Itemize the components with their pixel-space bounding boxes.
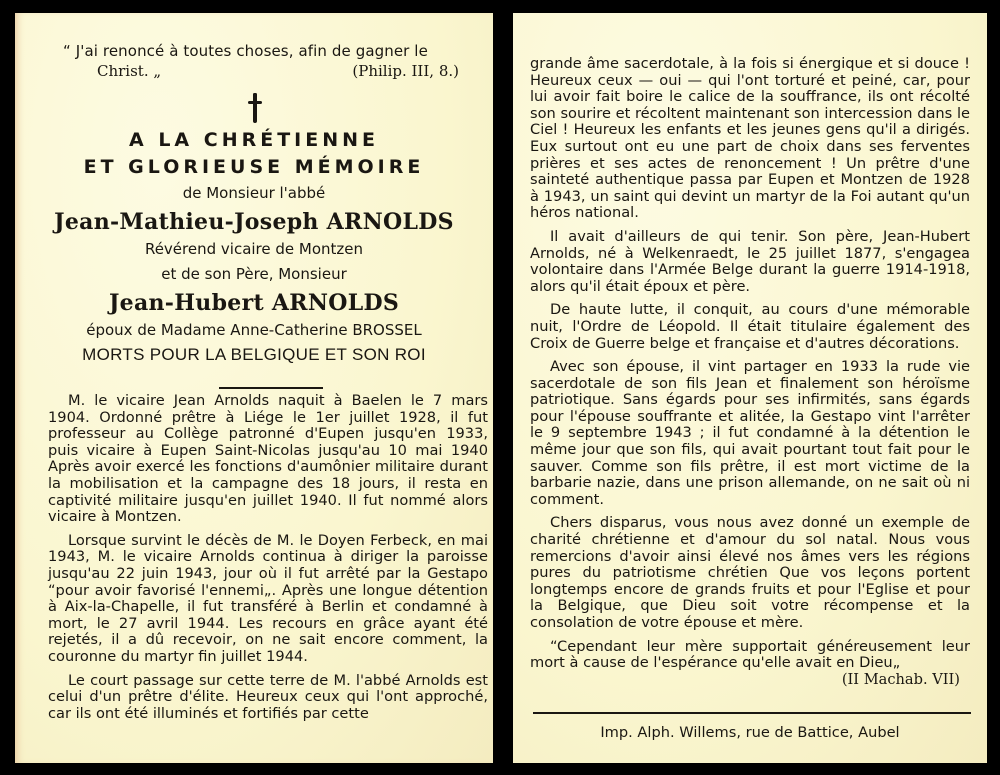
cross-icon — [248, 93, 262, 123]
epigraph-line2-text: Christ. „ — [97, 62, 162, 80]
biography-paragraph: Lorsque survint le décès de M. le Doyen Ferbeck, en mai 1943, M. le vicaire Arnolds continua à diriger la paroisse jusqu'au 22 juin 1943, jour où il fut arrêté par la Gestapo “pour avoir favorisé l'ennemi„. Après une longue détention à Aix-la-Chapelle, il fut transféré à Berlin et condamné à mort, le 27 avril 1944. Les recours en grâce ayant été rejetés, il a dû recevoir, on ne sait encore comment, la couronne du martyr fin juillet 1944. — [48, 531, 488, 665]
intro-text: de Monsieur l'abbé — [182, 184, 326, 202]
epigraph-line1: “ J'ai renoncé à toutes choses, afin de gagner le — [63, 42, 428, 60]
tribute-text — [530, 56, 970, 688]
memorial-card-front — [15, 13, 493, 763]
memorial-card-back — [513, 13, 987, 763]
tribute-paragraph: Il avait d'ailleurs de qui tenir. Son père, Jean-Hubert Arnolds, né à Welkenraedt, le 25 juillet 1877, s'engagea volontaire dans l'Armée Belge durant la guerre 1914-1918, alors qu'il était époux et père. — [530, 227, 970, 295]
deceased-role-1: Révérend vicaire de Montzen — [144, 240, 364, 258]
biography-paragraph: M. le vicaire Jean Arnolds naquit à Baelen le 7 mars 1904. Ordonné prêtre à Liége le 1er juillet 1928, il fut professeur au Collège patronné d'Eupen jusqu'en 1933, puis vicaire à Eupen Saint-Nicolas jusqu'au 10 mai 1940 Après avoir exercé les fonctions d'aumônier militaire durant la mobilisation et la campagne des 18 jours, il resta en captivité militaire jusqu'en juillet 1940. Il fut nommé alors vicaire à Montzen. — [48, 392, 488, 526]
deceased-name-2: Jean-Hubert ARNOLDS — [108, 290, 400, 316]
tribute-paragraph: De haute lutte, il conquit, au cours d'une mémorable nuit, l'Ordre de Léopold. Il était titulaire également des Croix de Guerre belge et française et d'autres décorations. — [530, 301, 970, 352]
tribute-paragraph: grande âme sacerdotale, à la fois si énergique et si douce ! Heureux ceux — oui — qui l'ont torturé et peiné, car, pour lui avoir fait boire le calice de la souffrance, ils ont récolté son sourire et récoltent maintenant son intercession dans le Ciel ! Heureux les enfants et les jeunes gens qu'il a dirigés. Eux surtout ont eu une part de choix dans ses ferventes prières et ses actes de renoncement ! Un prêtre d'une sainteté authentique passa par Eupen et Montzen de 1928 à 1943, un saint qui devint un martyr de la Foi autant qu'un héros national. — [530, 55, 970, 222]
spouse-text: époux de Madame Anne-Catherine BROSSEL — [86, 321, 422, 339]
biography-text — [48, 393, 488, 729]
divider-rule — [219, 387, 323, 389]
epigraph — [63, 41, 471, 81]
closing-reference: (II Machab. VII) — [841, 670, 960, 688]
dedication-text: MORTS POUR LA BELGIQUE ET SON ROI — [82, 345, 426, 364]
tribute-paragraph: Chers disparus, vous nous avez donné un exemple de charité chrétienne et d'amour du sol natal. Nous vous remercions d'avoir ainsi élevé nos âmes vers les régions pures du patriotisme chrétien Que vos leçons portent longtemps encore de grands fruits et pour l'Eglise et pour la Belgique, que Dieu soit votre récompense et la consolation de votre épouse et mère. — [530, 514, 970, 631]
title-line1: A LA CHRÉTIENNE — [129, 129, 379, 151]
connector-text: et de son Père, Monsieur — [161, 265, 347, 283]
title-line2: ET GLORIEUSE MÉMOIRE — [83, 156, 425, 178]
epigraph-reference: (Philip. III, 8.) — [352, 62, 459, 80]
deceased-name-1: Jean-Mathieu-Joseph ARNOLDS — [54, 209, 454, 235]
closing-quote: “Cependant leur mère supportait généreusement leur mort à cause de l'espérance qu'elle avait en Dieu„ — [530, 637, 970, 672]
biography-paragraph: Le court passage sur cette terre de M. l'abbé Arnolds est celui d'un prêtre d'élite. Heureux ceux qui l'ont approché, car ils ont été illuminés et fortifiés par cette — [48, 671, 488, 722]
tribute-paragraph: Avec son épouse, il vint partager en 1933 la rude vie sacerdotale de son fils Jean et finalement son héroïsme patriotique. Sans égards pour ses infirmités, sans égards pour l'épouse souffrante et alitée, la Gestapo vint l'arrêter le 9 septembre 1943 ; il fut condamné à la détention le même jour que son fils, qui avait pourtant tout fait pour le sauver. Comme son fils prêtre, il est mort victime de la barbarie nazie, dans une prison allemande, on ne sait où ni comment. — [530, 358, 970, 508]
footer-rule — [533, 712, 971, 714]
epigraph-line2 — [63, 61, 471, 81]
printer-imprint: Imp. Alph. Willems, rue de Battice, Aubel — [600, 724, 900, 741]
